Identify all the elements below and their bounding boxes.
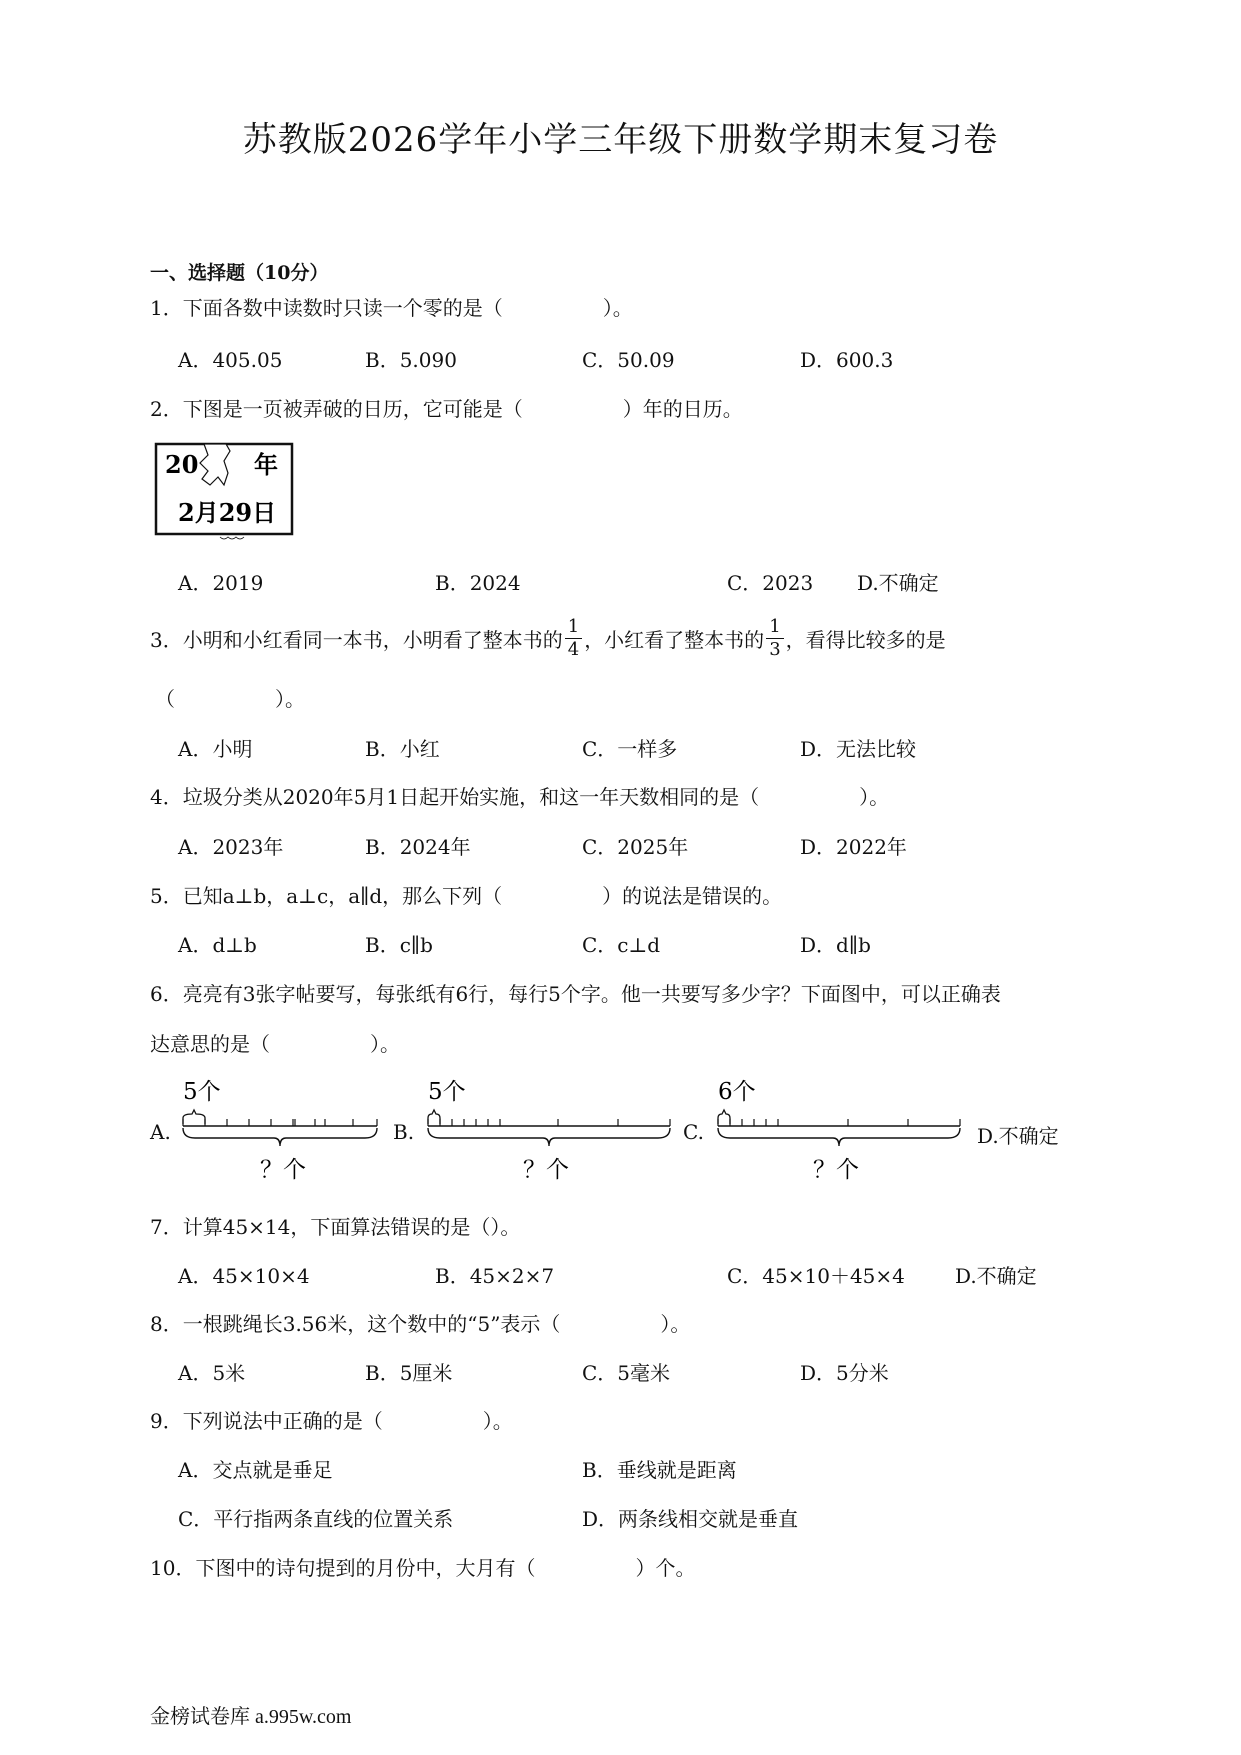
calendar-year-suffix: 年 [254, 450, 278, 479]
q5-option-d[interactable]: D．d∥b [800, 933, 871, 957]
total-brace [183, 1128, 377, 1146]
q9-option-a[interactable]: A．交点就是垂足 [178, 1458, 333, 1482]
q3-stem-part-a: 3．小明和小红看同一本书，小明看了整本书的 [150, 628, 563, 652]
q2-option-d[interactable]: D.不确定 [857, 571, 939, 595]
q5-option-b[interactable]: B．c∥b [365, 933, 433, 957]
diagram-a-top-label: 5个 [183, 1079, 221, 1105]
calendar-drawing [152, 441, 298, 541]
q8-option-d[interactable]: D．5分米 [800, 1361, 889, 1385]
q4-option-b[interactable]: B．2024年 [365, 835, 471, 859]
q8-option-b[interactable]: B．5厘米 [365, 1361, 453, 1385]
exam-title: 苏教版2026学年小学三年级下册数学期末复习卷 [242, 120, 999, 160]
footer-watermark: 金榜试卷库 a.995w.com [150, 1706, 352, 1728]
q6-option-b[interactable]: B. [393, 1120, 415, 1144]
torn-edge [200, 444, 230, 485]
section-heading: 一、选择题（10分） [150, 262, 329, 284]
fraction-denominator: 3 [769, 639, 781, 660]
q7-option-c[interactable]: C．45×10＋45×4 [727, 1264, 905, 1288]
question-2-stem: 2．下图是一页被弄破的日历，它可能是（ ）年的日历。 [150, 397, 743, 421]
unit-brace [718, 1110, 730, 1124]
torn-calendar-image [152, 441, 298, 541]
q3-stem-part-b: ，小红看了整本书的 [584, 628, 765, 652]
q8-option-a[interactable]: A．5米 [178, 1361, 246, 1385]
q7-option-d[interactable]: D.不确定 [955, 1264, 1037, 1288]
unit-brace [183, 1110, 205, 1124]
q6-option-a[interactable]: A. [150, 1120, 171, 1144]
question-5-stem: 5．已知a⊥b，a⊥c，a∥d，那么下列（ ）的说法是错误的。 [150, 884, 783, 908]
q4-option-a[interactable]: A．2023年 [178, 835, 284, 859]
q9-option-b[interactable]: B．垂线就是距离 [582, 1458, 737, 1482]
q2-option-c[interactable]: C．2023 [727, 571, 814, 595]
q2-option-a[interactable]: A．2019 [178, 571, 264, 595]
q3-stem-line2: （ ）。 [155, 687, 305, 711]
q4-option-c[interactable]: C．2025年 [582, 835, 689, 859]
question-6-stem-line2: 达意思的是（ ）。 [150, 1032, 400, 1056]
q3-option-a[interactable]: A．小明 [178, 737, 253, 761]
q8-option-c[interactable]: C．5毫米 [582, 1361, 671, 1385]
question-10-stem: 10．下图中的诗句提到的月份中，大月有（ ）个。 [150, 1556, 696, 1580]
segment-diagram-b [418, 1075, 680, 1185]
fraction-one-third [766, 618, 783, 659]
question-7-stem: 7．计算45×14，下面算法错误的是（）。 [150, 1215, 521, 1239]
fraction-numerator: 1 [766, 618, 783, 639]
fraction-denominator: 4 [567, 639, 580, 660]
q6-option-c[interactable]: C. [683, 1120, 704, 1144]
q3-option-c[interactable]: C．一样多 [582, 737, 678, 761]
question-8-stem: 8．一根跳绳长3.56米，这个数中的“5”表示（ ）。 [150, 1312, 691, 1336]
diagram-a-bottom-label: ？个 [260, 1157, 306, 1183]
calendar-date: 2月29日 [178, 498, 277, 527]
segment-diagram-c [708, 1075, 970, 1185]
q3-stem-part-c: ，看得比较多的是 [785, 628, 946, 652]
q4-option-d[interactable]: D．2022年 [800, 835, 907, 859]
q2-option-b[interactable]: B．2024 [435, 571, 521, 595]
q6-option-d[interactable]: D.不确定 [977, 1124, 1059, 1148]
diagram-c-bottom-label: ？个 [813, 1157, 859, 1183]
q1-option-c[interactable]: C．50.09 [582, 348, 675, 372]
calendar-year-prefix: 20 [165, 450, 199, 479]
q5-option-c[interactable]: C．c⊥d [582, 933, 661, 957]
q3-option-d[interactable]: D．无法比较 [800, 737, 917, 761]
question-3-stem [150, 618, 946, 659]
q3-option-b[interactable]: B．小红 [365, 737, 440, 761]
q9-option-c[interactable]: C．平行指两条直线的位置关系 [178, 1507, 454, 1531]
question-4-stem: 4．垃圾分类从2020年5月1日起开始实施，和这一年天数相同的是（ ）。 [150, 785, 890, 809]
fraction-one-quarter [565, 618, 582, 659]
diagram-b-top-label: 5个 [428, 1079, 466, 1105]
q7-option-b[interactable]: B．45×2×7 [435, 1264, 555, 1288]
q1-option-d[interactable]: D．600.3 [800, 348, 894, 372]
question-6-stem-line1: 6．亮亮有3张字帖要写，每张纸有6行，每行5个字。他一共要写多少字？下面图中，可以正确表 [150, 982, 1001, 1006]
q7-option-a[interactable]: A．45×10×4 [178, 1264, 310, 1288]
q1-option-b[interactable]: B．5.090 [365, 348, 457, 372]
q1-option-a[interactable]: A．405.05 [178, 348, 283, 372]
q5-option-a[interactable]: A．d⊥b [178, 933, 257, 957]
segment-diagram-a [175, 1075, 387, 1185]
fraction-numerator: 1 [565, 618, 582, 639]
total-brace [718, 1128, 960, 1146]
unit-brace [428, 1110, 440, 1124]
q9-option-d[interactable]: D．两条线相交就是垂直 [582, 1507, 799, 1531]
torn-bottom-edge [220, 537, 244, 539]
diagram-c-top-label: 6个 [718, 1079, 756, 1105]
diagram-b-bottom-label: ？个 [523, 1157, 569, 1183]
question-9-stem: 9．下列说法中正确的是（ ）。 [150, 1409, 513, 1433]
question-1-stem: 1．下面各数中读数时只读一个零的是（ ）。 [150, 296, 633, 320]
total-brace [428, 1128, 670, 1146]
